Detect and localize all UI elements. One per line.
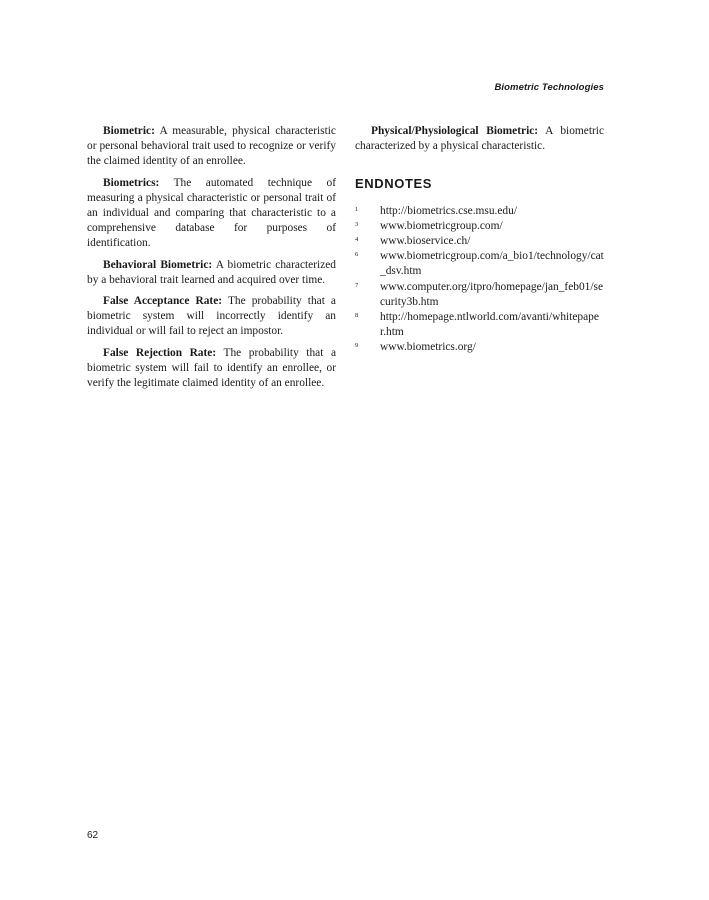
endnote-item	[355, 340, 604, 355]
glossary-term: False Acceptance Rate:	[103, 295, 223, 308]
glossary-definition: The probability that a biometric system will incorrectly identify an individual or will fail to reject an impostor.	[87, 295, 336, 338]
page-number: 62	[87, 830, 99, 841]
glossary-term: Behavioral Biometric:	[103, 258, 213, 271]
endnote-number: 6	[355, 251, 359, 259]
endnotes-list	[355, 204, 604, 356]
endnote-number: 1	[355, 205, 359, 213]
endnote-url: http://biometrics.cse.msu.edu/	[380, 204, 517, 217]
running-head: Biometric Technologies	[494, 82, 604, 93]
glossary-definition: A biometric characterized by a behavioral trait learned and acquired over time.	[87, 258, 337, 286]
endnote-number: 8	[355, 312, 359, 320]
endnote-number: 3	[355, 220, 359, 228]
endnote-url: http://homepage.ntlworld.com/avanti/whitepaper.htm	[380, 311, 599, 339]
endnote-url: www.bioservice.ch/	[380, 235, 471, 248]
glossary-definition: A measurable, physical characteristic or personal behavioral trait used to recognize or verify the claimed identity of an enrollee.	[87, 125, 336, 168]
glossary-term: Biometric:	[103, 125, 155, 137]
glossary-definition: The probability that a biometric system will fail to identify an enrollee, or verify the legitimate claimed identity of an enrollee.	[87, 346, 336, 390]
endnote-url: www.computer.org/itpro/homepage/jan_feb01/security3b.htm	[380, 280, 604, 308]
endnotes-heading: ENDNOTES	[355, 176, 433, 192]
endnote-url: www.biometricgroup.com/	[380, 219, 503, 232]
endnote-item	[355, 249, 604, 279]
glossary-left-column	[87, 124, 336, 397]
endnote-url: www.biometrics.org/	[380, 341, 476, 354]
endnote-number: 9	[355, 342, 359, 350]
endnote-item	[355, 219, 604, 234]
glossary-entry	[87, 258, 336, 288]
glossary-entry	[87, 346, 336, 392]
glossary-right-column	[355, 124, 604, 356]
glossary-term: Physical/Physiological Biometric:	[371, 125, 539, 137]
glossary-entry	[87, 124, 336, 170]
glossary-entry	[355, 124, 604, 154]
endnote-item	[355, 204, 604, 219]
glossary-term: Biometrics:	[103, 176, 160, 189]
endnote-item	[355, 234, 604, 249]
glossary-definition: A biometric characterized by a physical characteristic.	[355, 125, 604, 153]
glossary-entry	[87, 176, 336, 252]
endnote-item	[355, 310, 604, 340]
glossary-term: False Rejection Rate:	[103, 346, 217, 359]
endnote-number: 4	[355, 236, 359, 244]
endnote-item	[355, 280, 604, 310]
endnote-number: 7	[355, 281, 359, 289]
glossary-entry	[87, 294, 336, 340]
glossary-definition: The automated technique of measuring a physical characteristic or personal trait of an individual and comparing that characteristic to a comprehensive database for purposes of identification.	[87, 176, 336, 250]
endnote-url: www.biometricgroup.com/a_bio1/technology/cat_dsv.htm	[380, 250, 604, 278]
